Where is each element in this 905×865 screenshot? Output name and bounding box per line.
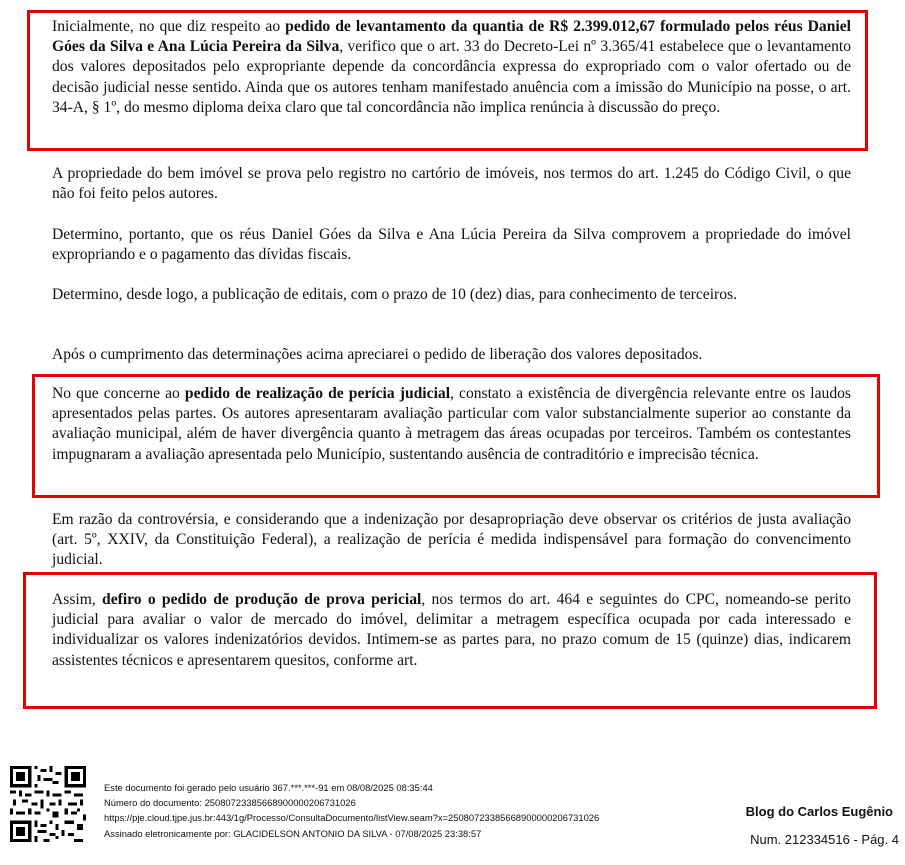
signed-by-text: Assinado eletronicamente por: GLACIDELSON ANTONIO DA SILVA - 07/08/2025 23:38:57 — [104, 827, 482, 839]
bold-request-levantamento: pedido de levantamento da quantia de R$ 2.399.012,67 formulado pelos réus Daniel Góes da Silva e Ana Lúcia Pereira da Silva — [52, 18, 851, 56]
paragraph-apos-cumprimento: Após o cumprimento das determinações acima apreciarei o pedido de liberação dos valores depositados. — [52, 346, 703, 363]
paragraph-determino-comprovem: Determino, portanto, que os réus Daniel Góes da Silva e Ana Lúcia Pereira da Silva comprovem a propriedade do imóvel expropriando e o pagamento das dívidas fiscais. — [52, 226, 851, 264]
generated-by-text: Este documento foi gerado pelo usuário 367.***.***-91 em 08/08/2025 08:35:44 — [104, 782, 433, 793]
document-url-link[interactable]: https://pje.cloud.tjpe.jus.br:443/1g/Processo/ConsultaDocumento/listView.seam?x=25080723385668900000206731026 — [104, 812, 600, 824]
paragraph-pericia: No que concerne ao pedido de realização de perícia judicial, constato a existência de divergência relevante entre os laudos apresentados pelas partes. Os autores apresentaram avaliação particular com valor substancialmente superior ao constante da avaliação municipal, além de haver divergência quanto à metragem das áreas ocupadas por terceiros. Também os contestantes impugnaram a avaliação apresentada pelo Município, sustentando ausência de contraditório e imprecisão técnica. — [52, 385, 852, 463]
document-number-text: Número do documento: 25080723385668900000206731026 — [104, 797, 356, 809]
bold-decision-prova-pericial: defiro o pedido de produção de prova pericial — [102, 591, 422, 608]
paragraph-editais: Determino, desde logo, a publicação de editais, com o prazo de 10 (dez) dias, para conhecimento de terceiros. — [52, 286, 737, 303]
paragraph-levantamento: Inicialmente, no que diz respeito ao pedido de levantamento da quantia de R$ 2.399.012,67 formulado pelos réus Daniel Góes da Silva e Ana Lúcia Pereira da Silva, verifico que o art. 33 do Decreto-Lei nº 3.365/41 estabelece que o levantamento dos valores depositados pelo expropriante depende da concordância expressa do expropriado com o valor ofertado ou de decisão judicial nesse sentido. Ainda que os autores tenham manifestado anuência com a imissão do Município na posse, o art. 34-A, § 1º, do mesmo diploma deixa claro que tal concordância não implica renúncia à discussão do preço. — [52, 18, 851, 116]
page-number: Num. 212334516 - Pág. 4 — [750, 832, 899, 847]
paragraph-propriedade: A propriedade do bem imóvel se prova pelo registro no cartório de imóveis, nos termos do art. 1.245 do Código Civil, o que não foi feito pelos autores. — [52, 165, 851, 203]
paragraph-controversia: Em razão da controvérsia, e considerando que a indenização por desapropriação deve observar os critérios de justa avaliação (art. 5º, XXIV, da Constituição Federal), a realização de perícia é medida indispensável para formação do convencimento judicial. — [52, 511, 851, 569]
paragraph-prova-pericial: Assim, defiro o pedido de produção de prova pericial, nos termos do art. 464 e seguintes do CPC, nomeando-se perito judicial para avaliar o valor de mercado do imóvel, delimitar a metragem específica ocupada por cada interessado e individualizar os valores indenizatórios devidos. Intimem-se as partes para, no prazo comum de 15 (quinze) dias, indicarem assistentes técnicos e apresentarem quesitos, conforme art. — [52, 591, 851, 669]
qr-code-icon — [10, 766, 86, 842]
document-metadata — [104, 780, 599, 841]
bold-request-pericia: pedido de realização de perícia judicial — [184, 385, 451, 402]
blog-watermark: Blog do Carlos Eugênio — [745, 804, 893, 819]
